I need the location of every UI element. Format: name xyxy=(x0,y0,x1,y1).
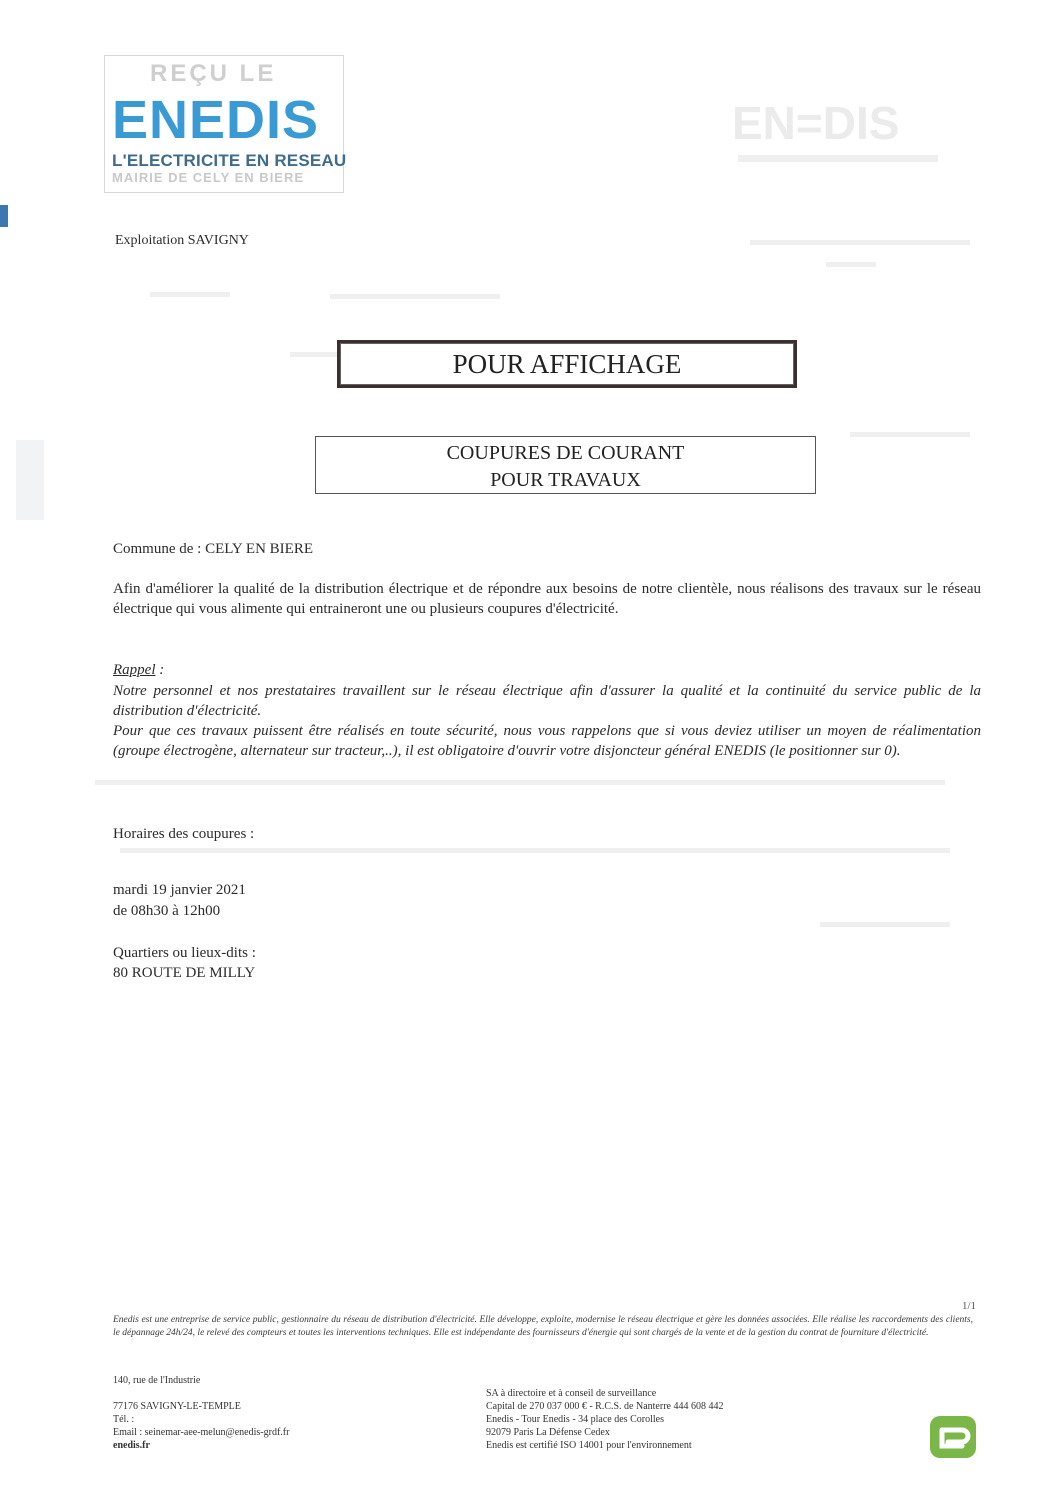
background-ghost-line xyxy=(330,294,500,299)
intro-paragraph: Afin d'améliorer la qualité de la distribution électrique et de répondre aux besoins de notre clientèle, nous réalisons des travaux sur le réseau électrique qui vous alimente qui entraineront une ou plusieurs coupures d'électricité. xyxy=(113,581,981,617)
commune-line: Commune de : CELY EN BIERE xyxy=(113,541,314,557)
footer-address-line1: 140, rue de l'Industrie xyxy=(113,1375,201,1386)
rappel-paragraph-1: Notre personnel et nos prestataires travaillent sur le réseau électrique afin d'assurer la qualité et la continuité du service public de la distribution d'électricité. xyxy=(113,683,981,719)
enedis-logo xyxy=(112,92,319,148)
enedis-logo-text: ENEDIS xyxy=(112,90,320,150)
background-ghost-line xyxy=(290,352,340,357)
enedis-emblem-icon xyxy=(928,1414,978,1460)
outage-date: mardi 19 janvier 2021 xyxy=(113,882,246,898)
coupures-title-line2: POUR TRAVAUX xyxy=(490,469,641,491)
background-ghost-logo: EN=DIS xyxy=(732,97,900,149)
footer-company-line4: 92079 Paris La Défense Cedex xyxy=(486,1427,610,1438)
footer-company-line5: Enedis est certifié ISO 14001 pour l'environnement xyxy=(486,1440,692,1451)
background-ghost-line xyxy=(738,155,938,162)
footer-legal-text: Enedis est une entreprise de service public, gestionnaire du réseau de distribution d'électricité. Elle développe, exploite, modernise le réseau électrique et gère les données associées. Elle réalise les raccordements des clients, le dépannage 24h/24, le relevé des compteurs et toutes les interventions techniques. Elle est indépendante des fournisseurs d'énergie qui sont chargés de la vente et de la gestion du contrat de fourniture d'électricité. xyxy=(113,1315,973,1338)
coupures-title-line1: COUPURES DE COURANT xyxy=(446,442,685,464)
footer-contact-block xyxy=(113,1374,289,1452)
footer-tel: Tél. : xyxy=(113,1414,135,1425)
outage-time: de 08h30 à 12h00 xyxy=(113,903,221,919)
side-ghost-block xyxy=(16,440,44,520)
rappel-colon: : xyxy=(155,662,165,678)
background-ghost-line xyxy=(850,432,970,437)
page-number: 1/1 xyxy=(962,1300,977,1312)
footer-email[interactable]: Email : seinemar-aee-melun@enedis-grdf.fr xyxy=(113,1427,290,1438)
pour-affichage-box xyxy=(337,340,797,388)
exploitation-label: Exploitation SAVIGNY xyxy=(115,233,249,248)
footer-company-block xyxy=(486,1387,723,1452)
received-stamp-bottom: MAIRIE DE CELY EN BIERE xyxy=(112,170,305,185)
footer-company-line3: Enedis - Tour Enedis - 34 place des Corolles xyxy=(486,1414,664,1425)
background-ghost-line xyxy=(150,292,230,297)
background-ghost-line xyxy=(820,922,950,927)
footer-company-line2: Capital de 270 037 000 € - R.C.S. de Nanterre 444 608 442 xyxy=(486,1401,724,1412)
background-ghost-line xyxy=(120,848,950,853)
footer-company-line1: SA à directoire et à conseil de surveillance xyxy=(486,1388,657,1399)
quartiers-label: Quartiers ou lieux-dits : xyxy=(113,945,256,961)
side-edge-mark xyxy=(0,205,8,227)
footer-address-line2: 77176 SAVIGNY-LE-TEMPLE xyxy=(113,1401,241,1412)
rappel-heading xyxy=(113,660,981,680)
background-ghost-line xyxy=(95,780,945,785)
rappel-paragraph-2: Pour que ces travaux puissent être réalisés en toute sécurité, nous vous rappelons que si vous deviez utiliser un moyen de réalimentation (groupe électrogène, alternateur sur tracteur,..), il est obligatoire d'ouvrir votre disjoncteur général ENEDIS (le positionner sur 0). xyxy=(113,723,981,759)
logo-tagline: L'ELECTRICITE EN RESEAU xyxy=(112,151,347,170)
outage-address: 80 ROUTE DE MILLY xyxy=(113,965,256,981)
coupures-title-box xyxy=(315,436,816,494)
received-stamp-top: REÇU LE xyxy=(150,60,277,87)
rappel-label: Rappel xyxy=(113,662,156,678)
footer-website[interactable]: enedis.fr xyxy=(113,1440,150,1451)
horaires-label: Horaires des coupures : xyxy=(113,826,255,842)
background-ghost-line xyxy=(826,262,876,267)
background-ghost-line xyxy=(750,240,970,245)
pour-affichage-title: POUR AFFICHAGE xyxy=(452,349,682,379)
